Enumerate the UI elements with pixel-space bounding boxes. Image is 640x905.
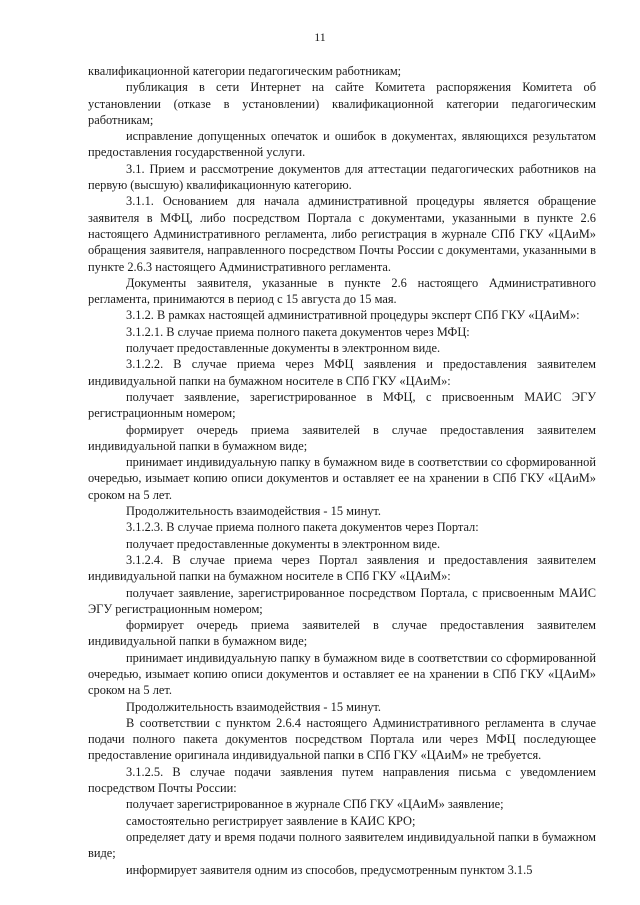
paragraph: В соответствии с пунктом 2.6.4 настоящего Административного регламента в случае подачи полного пакета документов посредством Портала или через МФЦ последующее предоставление оригинала индивидуальной папки в СПб ГКУ «ЦАиМ» не требуется. <box>88 715 596 763</box>
paragraph: Продолжительность взаимодействия - 15 минут. <box>126 699 382 714</box>
paragraph: получает предоставленные документы в электронном виде. <box>126 536 441 551</box>
paragraph: 3.1.1. Основанием для начала административной процедуры является обращение заявителя в МФЦ, либо посредством Портала с документами, указанными в пункте 2.6 настоящего Административного регламента, либо регистрация в журнале СПб ГКУ «ЦАиМ» обращения заявителя, направленного посредством Почты России с документами, указанными в пункте 2.6.3 настоящего Административного регламента. <box>88 194 596 274</box>
paragraph: получает заявление, зарегистрированное посредством Портала, с присвоенным МАИС ЭГУ регистрационным номером; <box>88 585 596 616</box>
paragraph: получает заявление, зарегистрированное в МФЦ, с присвоенным МАИС ЭГУ регистрационным номером; <box>88 389 596 421</box>
paragraph: определяет дату и время подачи полного заявителем индивидуальной папки в бумажном виде; <box>88 829 596 861</box>
document-body <box>88 63 596 878</box>
paragraph: 3.1.2.2. В случае приема через МФЦ заявления и предоставления заявителем индивидуальной папки на бумажном носителе в СПб ГКУ «ЦАиМ»: <box>88 357 596 388</box>
paragraph: 3.1.2. В рамках настоящей административной процедуры эксперт СПб ГКУ «ЦАиМ»: <box>126 308 580 323</box>
paragraph: формирует очередь приема заявителей в случае предоставления заявителем индивидуальной папки в бумажном виде; <box>88 618 596 649</box>
paragraph: 3.1.2.5. В случае подачи заявления путем направления письма с уведомлением посредством Почты России: <box>88 764 596 796</box>
paragraph: 3.1. Прием и рассмотрение документов для аттестации педагогических работников на первую (высшую) квалификационную категорию. <box>88 161 596 193</box>
paragraph: принимает индивидуальную папку в бумажном виде в соответствии со сформированной очередью, изымает копию описи документов и оставляет ее на хранении в СПб ГКУ «ЦАиМ» сроком на 5 лет. <box>88 455 596 502</box>
paragraph: самостоятельно регистрирует заявление в КАИС КРО; <box>126 813 416 828</box>
paragraph: 3.1.2.1. В случае приема полного пакета документов через МФЦ: <box>126 324 470 339</box>
paragraph: получает предоставленные документы в электронном виде. <box>126 341 441 356</box>
paragraph: исправление допущенных опечаток и ошибок в документах, являющихся результатом предоставления государственной услуги. <box>88 129 596 160</box>
page-number: 11 <box>314 30 326 44</box>
paragraph: публикация в сети Интернет на сайте Комитета распоряжения Комитета об установлении (отказе в установлении) квалификационной категории педагогическим работникам; <box>88 80 596 127</box>
paragraph: Документы заявителя, указанные в пункте 2.6 настоящего Административного регламента, принимаются в период с 15 августа до 15 мая. <box>88 275 596 307</box>
paragraph: получает зарегистрированное в журнале СПб ГКУ «ЦАиМ» заявление; <box>126 797 504 812</box>
paragraph: принимает индивидуальную папку в бумажном виде в соответствии со сформированной очередью, изымает копию описи документов и оставляет ее на хранении в СПб ГКУ «ЦАиМ» сроком на 5 лет. <box>88 650 596 698</box>
paragraph: информирует заявителя одним из способов, предусмотренным пунктом 3.1.5 <box>126 862 533 877</box>
paragraph: квалификационной категории педагогическим работникам; <box>88 64 402 78</box>
paragraph: 3.1.2.3. В случае приема полного пакета документов через Портал: <box>126 520 479 535</box>
paragraph: Продолжительность взаимодействия - 15 минут. <box>126 504 382 519</box>
paragraph: формирует очередь приема заявителей в случае предоставления заявителем индивидуальной папки в бумажном виде; <box>88 422 596 453</box>
paragraph: 3.1.2.4. В случае приема через Портал заявления и предоставления заявителем индивидуальной папки на бумажном носителе в СПб ГКУ «ЦАиМ»: <box>88 552 596 584</box>
